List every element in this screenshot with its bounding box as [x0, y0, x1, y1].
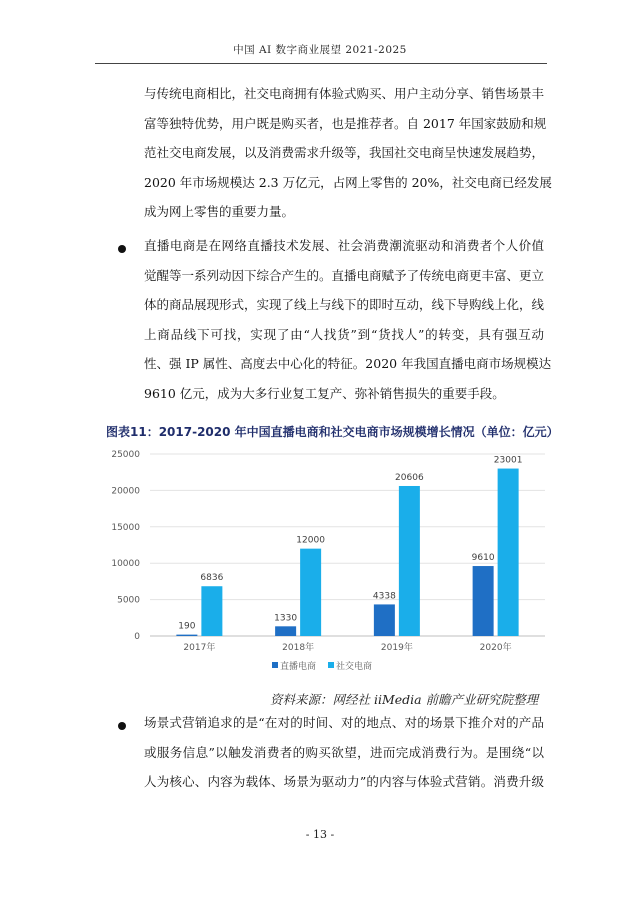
x-tick-label: 2017年	[183, 643, 216, 653]
paragraph-line: 9610 亿元，成为大多行业复工复产、弥补销售损失的重要手段。	[144, 385, 505, 401]
data-label: 20606	[395, 472, 424, 483]
y-tick-label: 10000	[111, 559, 140, 570]
paragraph-line: 觉醒等一系列动因下综合产生的。直播电商赋予了传统电商更丰富、更立	[144, 267, 545, 283]
paragraph-line: 场景式营销追求的是“在对的时间、对的地点、对的场景下推介对的产品	[144, 715, 544, 730]
data-label: 9610	[471, 553, 495, 564]
paragraph-line: 范社交电商发展，以及消费需求升级等，我国社交电商呈快速发展趋势，	[144, 145, 545, 161]
paragraph-social-ecommerce	[144, 79, 552, 227]
data-label: 1330	[274, 613, 298, 624]
paragraph-scene-marketing	[144, 708, 544, 797]
paragraph-line: 或服务信息”以触发消费者的购买欲望，进而完成消费行为。是围绕“以	[144, 744, 544, 760]
header-rule	[95, 63, 547, 64]
bar-social-ecommerce	[201, 586, 222, 636]
data-label: 12000	[296, 535, 325, 546]
y-tick-label: 15000	[111, 522, 140, 533]
market-size-bar-chart	[100, 440, 550, 685]
paragraph-line: 直播电商是在网络直播技术发展、社会消费潮流驱动和消费者个人价值	[144, 238, 544, 253]
running-header: 中国 AI 数字商业展望 2021-2025	[233, 44, 407, 56]
paragraph-line: 与传统电商相比，社交电商拥有体验式购买、用户主动分享、销售场景丰	[144, 86, 545, 101]
y-tick-label: 20000	[111, 486, 140, 497]
bar-live-ecommerce	[473, 566, 494, 636]
figure-title: 图表11：2017-2020 年中国直播电商和社交电商市场规模增长情况（单位：亿元）	[106, 425, 559, 439]
bar-social-ecommerce	[498, 469, 519, 636]
data-label: 6836	[200, 573, 224, 584]
paragraph-line: 人为核心、内容为载体、场景为驱动力”的内容与体验式营销。消费升级	[144, 774, 544, 790]
bar-live-ecommerce	[374, 604, 395, 636]
paragraph-line: 富等独特优势，用户既是购买者，也是推荐者。自 2017 年国家鼓励和规	[144, 115, 547, 131]
x-tick-label: 2018年	[282, 643, 315, 653]
bar-social-ecommerce	[399, 486, 420, 636]
paragraph-line: 2020 年市场规模达 2.3 万亿元，占网上零售的 20%，社交电商已经发展	[144, 174, 552, 190]
y-tick-label: 0	[134, 632, 140, 642]
y-tick-label: 25000	[111, 450, 140, 460]
bullet-icon	[118, 245, 126, 253]
paragraph-line: 体的商品展现形式，实现了线上与线下的即时互动，线下导购线上化，线	[144, 297, 545, 313]
y-tick-label: 5000	[117, 595, 140, 606]
legend-swatch	[272, 662, 278, 668]
data-label: 190	[178, 621, 196, 632]
bar-live-ecommerce	[275, 626, 296, 636]
paragraph-line: 性、强 IP 属性、高度去中心化的特征。2020 年我国直播电商市场规模达	[144, 356, 552, 372]
paragraph-line: 成为网上零售的重要力量。	[144, 204, 295, 220]
legend-label: 直播电商	[280, 662, 317, 672]
paragraph-line: 上商品线下可找，实现了由“人找货”到“货找人”的转变，具有强互动	[144, 326, 544, 342]
x-tick-label: 2019年	[380, 643, 413, 653]
figure-source: 资料来源：网经社 iiMedia 前瞻产业研究院整理	[270, 692, 539, 707]
data-label: 4338	[372, 591, 396, 602]
bullet-icon	[118, 722, 126, 730]
page-number: - 13 -	[305, 828, 335, 841]
bar-live-ecommerce	[176, 635, 197, 636]
bar-social-ecommerce	[300, 549, 321, 636]
legend-swatch	[328, 662, 334, 668]
data-label: 23001	[493, 455, 523, 466]
legend-label: 社交电商	[336, 662, 373, 672]
x-tick-label: 2020年	[479, 643, 512, 653]
paragraph-live-ecommerce	[144, 231, 552, 409]
